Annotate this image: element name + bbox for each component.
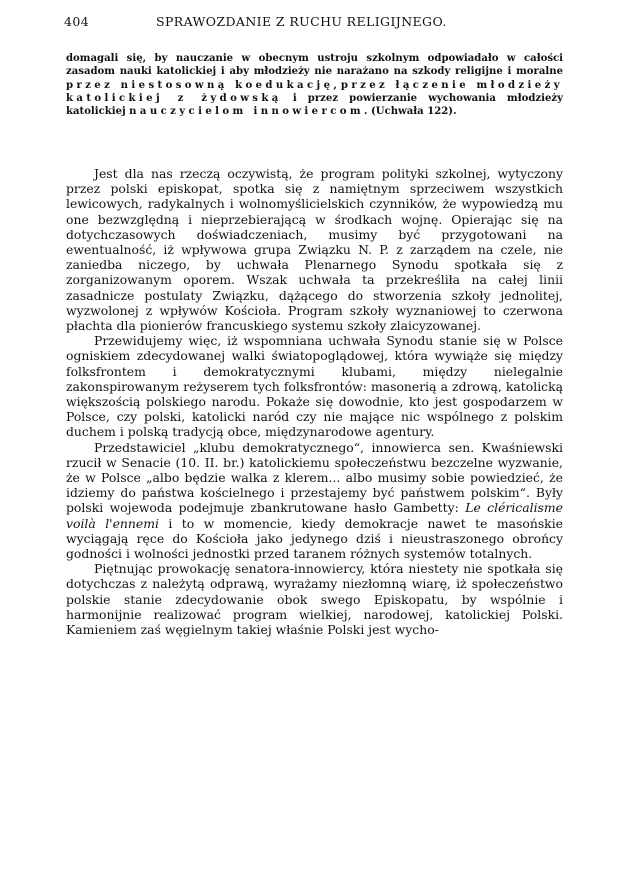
paragraph: Przewidujemy więc, iż wspomniana uchwała Synodu stanie się w Polsce ogniskiem zdecydowanej walki światopoglądowej, która wywiąże się między folksfrontem i demokratycznymi klubami, między nielegalnie zakonspirowanym reżyserem tych folksfrontów: masonerią a zdrową, katolicką większością polskiego narodu. Pokaże się dowodnie, kto jest gospodarzem w Polsce, czy polski, katolicki naród czy nie mające nic wspólnego z polskim duchem i polską tradycją obce, międzynarodowe agentury. [66, 333, 563, 440]
paragraph-text: Przedstawiciel „klubu demokratycznego“, innowierca sen. Kwaśniewski rzucił w Senacie (10. II. br.) katolickiemu społeczeństwu bezczelne wyzwanie, że w Polsce „albo będzie walka z klerem... albo musimy sobie powiedzieć, że idziemy do państwa kościelnego i przestajemy być państwem polskim“. Były polski wojewoda podejmuje zbankrutowane hasło Gambetty: [66, 439, 563, 516]
paragraph: Jest dla nas rzeczą oczywistą, że program polityki szkolnej, wytyczony przez polski episkopat, spotka się z namiętnym sprzeciwem wszystkich lewicowych, radykalnych i wolnomyślicielskich czynników, że wypowiedzą mu one bezwzględną i nieprzebierającą w środkach wojnę. Opierając się na dotychczasowych doświadczeniach, musimy być przygotowani na ewentualność, iż wpływowa grupa Związku N. P. z zarządem na czele, nie zaniedba niczego, by uchwała Plenarnego Synodu spotkała się z zorganizowanym oporem. Wszak uchwała ta przekreśliła na całej linii zasadnicze postulaty Związku, dążącego do stworzenia szkoły jednolitej, wyzwolonej z wpływów Kościoła. Program szkoły wyznaniowej to czerwona płachta dla pionierów francuskiego systemu szkoły zlaicyzowanej. [66, 166, 563, 334]
quote-text: domagali się, by nauczanie w obecnym ustroju szkolnym odpowiadało w całości zasadom nauki katolickiej i aby młodzieży nie narażano na szkody religijne i moralne [66, 53, 563, 78]
running-title: SPRAWOZDANIE Z RUCHU RELIGIJNEGO. [156, 14, 447, 29]
paragraph: Piętnując prowokację senatora-innowiercy, która niestety nie spotkała się dotychczas z należytą odprawą, wyrażamy niezłomną wiarę, iż społeczeństwo polskie stanie zdecydowanie obok swego Episkopatu, by wspólnie i harmonijnie realizować program wielkiej, narodowej, katolickiej Polski. Kamieniem zaś węgielnym takiej właśnie Polski jest wycho- [66, 561, 563, 638]
paragraph-text: i to w momencie, kiedy demokracje nawet te masońskie wyciągają ręce do Kościoła jako jedynego dziś i nieustraszonego obrońcy godności i wolności jednostki przed taranem różnych systemów totalnych. [66, 515, 563, 562]
quote-text: , [333, 79, 341, 91]
quote-spaced-emphasis: przez łączenie młodzieży katolickiej z żydowską [66, 79, 563, 104]
quote-text: i przez powierzanie wychowania młodzieży katolickiej [66, 92, 563, 118]
quoted-resolution [66, 52, 563, 118]
page-number: 404 [64, 14, 90, 29]
paragraph [66, 440, 563, 562]
italic-quote: Le cléricalisme voilà l'ennemi [66, 500, 563, 531]
quote-citation: . (Uchwała 122). [363, 106, 457, 118]
quote-spaced-emphasis: przez niestosowną koedukację [66, 79, 334, 91]
quote-spaced-emphasis: nauczycielom innowiercom [129, 106, 364, 118]
body-text [66, 166, 563, 637]
